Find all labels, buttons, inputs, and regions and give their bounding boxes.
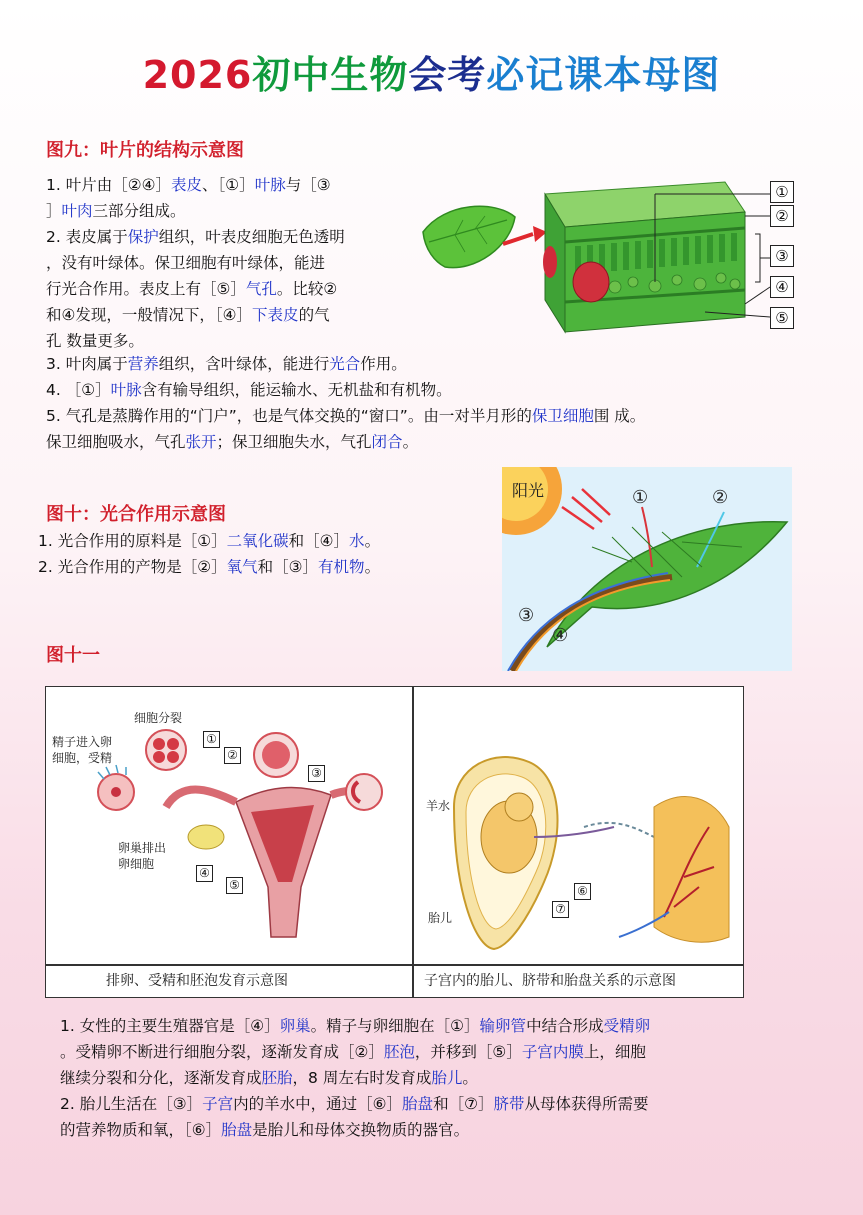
fig9-line-5: 行光合作用。表皮上有［⑤］气孔。比较② [46,280,338,298]
ovulation-fertilization-diagram [46,687,412,963]
sperm-label-1: 精子进入卵 [52,735,113,749]
fig11-diagram-box [45,686,744,998]
photo-label-2: ② [712,487,729,508]
fig11-line-2: 。受精卵不断进行细胞分裂，逐渐发育成［②］胚泡，并移到［⑤］子宫内膜上，细胞 [60,1043,646,1061]
fig11-line-5: 的营养物质和氧，［⑥］胎盘是胎儿和母体交换物质的器官。 [60,1121,470,1139]
ovary-label-1: 卵巢排出 [118,841,167,855]
fig10-text [38,528,498,580]
fig11-line-1: 1. 女性的主要生殖器官是［④］卵巢。精子与卵细胞在［①］输卵管中结合形成受精卵 [60,1017,651,1035]
page-title: 2026初中生物会考必记课本母图 [142,53,721,97]
left-label-3: ③ [308,765,325,782]
fig11-caption-rule [46,964,743,966]
right-caption: 子宫内的胎儿、脐带和胎盘关系的示意图 [424,973,676,989]
fig9-line-8: 3. 叶肉属于营养组织，含叶绿体，能进行光合作用。 [46,355,407,373]
photo-label-4: ④ [552,625,569,646]
leaf-label-1: ① [770,181,794,203]
sperm-label-2: 细胞，受精 [52,751,113,765]
left-caption: 排卵、受精和胚泡发育示意图 [106,973,288,989]
fig11-line-4: 2. 胎儿生活在［③］子宫内的羊水中，通过［⑥］胎盘和［⑦］脐带从母体获得所需要 [60,1095,649,1113]
fig9-line-2: ］叶肉三部分组成。 [46,202,186,220]
amniotic-label: 羊水 [426,799,451,813]
fig9-text-bottom [46,351,846,455]
photo-label-1: ① [632,487,649,508]
leaf-label-4: ④ [770,276,794,298]
fig9-heading: 图九：叶片的结构示意图 [46,140,244,161]
leaf-label-2: ② [770,205,794,227]
right-label-7: ⑦ [552,901,569,918]
fig10-line-1: 1. 光合作用的原料是［①］二氧化碳和［④］水。 [38,532,381,550]
fig9-text-top [46,172,426,354]
leaf-structure-diagram [415,172,815,342]
left-label-2: ② [224,747,241,764]
left-label-5: ⑤ [226,877,243,894]
fig9-line-10: 5. 气孔是蒸腾作用的“门户”，也是气体交换的“窗口”。由一对半月形的保卫细胞围 成。 [46,407,646,425]
fig11-line-3: 继续分裂和分化，逐渐发育成胚胎，8 周左右时发育成胎儿。 [60,1069,478,1087]
leaf-label-5: ⑤ [770,307,794,329]
photo-label-3: ③ [518,605,535,626]
leaf-label-3: ③ [770,245,794,267]
right-label-6: ⑥ [574,883,591,900]
cell-division-label: 细胞分裂 [134,711,183,725]
fig10-line-2: 2. 光合作用的产物是［②］氧气和［③］有机物。 [38,558,381,576]
fig9-line-11: 保卫细胞吸水，气孔张开；保卫细胞失水，气孔闭合。 [46,433,419,451]
fig10-heading: 图十：光合作用示意图 [46,504,226,525]
fig11-heading: 图十一 [46,645,100,666]
fig11-text [60,1013,840,1143]
fig9-line-9: 4. ［①］叶脉含有输导组织，能运输水、无机盐和有机物。 [46,381,452,399]
fig9-line-4: ，没有叶绿体。保卫细胞有叶绿体，能进 [46,254,326,272]
ovary-label-2: 卵细胞 [118,857,155,871]
sun-label: 阳光 [512,481,545,500]
fig9-line-1: 1. 叶片由［②④］表皮、［①］叶脉与［③ [46,176,331,194]
fig9-line-7: 孔 数量更多。 [46,332,144,350]
fig9-line-6: 和④发现，一般情况下，［④］下表皮的气 [46,306,330,324]
fetus-placenta-diagram [414,687,742,963]
fig9-line-3: 2. 表皮属于保护组织，叶表皮细胞无色透明 [46,228,345,246]
left-label-4: ④ [196,865,213,882]
left-label-1: ① [203,731,220,748]
fetus-label: 胎儿 [428,911,453,925]
